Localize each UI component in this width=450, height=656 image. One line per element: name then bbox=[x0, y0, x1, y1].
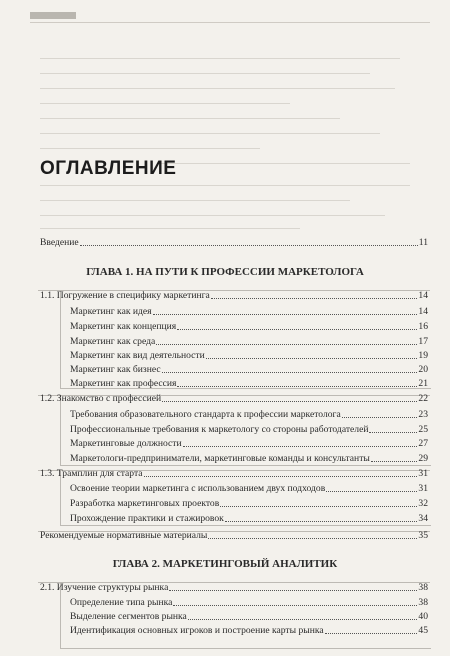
toc-leader-dots bbox=[80, 245, 418, 246]
toc-entry-page: 11 bbox=[418, 237, 428, 248]
toc-item[interactable]: Идентификация основных игроков и построение карты рынка 45 bbox=[70, 625, 428, 636]
chapter-heading-1: ГЛАВА 1. НА ПУТИ К ПРОФЕССИИ МАРКЕТОЛОГА bbox=[86, 266, 364, 278]
toc-item[interactable]: Маркетинг как бизнес 20 bbox=[70, 364, 428, 375]
toc-entry-intro[interactable] bbox=[40, 237, 428, 248]
bleed-header-mark bbox=[30, 12, 76, 19]
toc-entry-label: Введение bbox=[40, 237, 79, 248]
toc-item[interactable]: Профессиональные требования к маркетологу со стороны работодателей 25 bbox=[70, 424, 428, 435]
toc-item[interactable]: Освоение теории маркетинга с использованием двух подходов 31 bbox=[70, 483, 428, 494]
toc-section-1-1[interactable]: 1.1. Погружение в специфику маркетинга 14 bbox=[40, 290, 428, 301]
toc-item[interactable]: Прохождение практики и стажировок 34 bbox=[70, 513, 428, 524]
toc-item[interactable]: Маркетинг как профессия 21 bbox=[70, 378, 428, 389]
toc-entry-recommended[interactable]: Рекомендуемые нормативные материалы 35 bbox=[40, 530, 428, 541]
toc-item[interactable]: Маркетологи-предприниматели, маркетинговые команды и консультанты 29 bbox=[70, 453, 428, 464]
toc-section-2-1[interactable]: 2.1. Изучение структуры рынка 38 bbox=[40, 582, 428, 593]
toc-item[interactable]: Маркетинг как среда 17 bbox=[70, 336, 428, 347]
toc-item[interactable]: Маркетинг как вид деятельности 19 bbox=[70, 350, 428, 361]
toc-item[interactable]: Маркетинг как идея 14 bbox=[70, 306, 428, 317]
page-title: ОГЛАВЛЕНИЕ bbox=[40, 158, 177, 179]
toc-section-1-3[interactable]: 1.3. Трамплин для старта 31 bbox=[40, 468, 428, 479]
toc-item[interactable]: Требования образовательного стандарта к профессии маркетолога 23 bbox=[70, 409, 428, 420]
toc-section-1-2[interactable]: 1.2. Знакомство с профессией 22 bbox=[40, 393, 428, 404]
toc-item[interactable]: Маркетинг как концепция 16 bbox=[70, 321, 428, 332]
toc-item[interactable]: Определение типа рынка 38 bbox=[70, 597, 428, 608]
toc-item[interactable]: Маркетинговые должности 27 bbox=[70, 438, 428, 449]
toc-item[interactable]: Разработка маркетинговых проектов 32 bbox=[70, 498, 428, 509]
toc-item[interactable]: Выделение сегментов рынка 40 bbox=[70, 611, 428, 622]
header-rule bbox=[30, 22, 430, 23]
chapter-heading-2: ГЛАВА 2. МАРКЕТИНГОВЫЙ АНАЛИТИК bbox=[112, 558, 338, 570]
